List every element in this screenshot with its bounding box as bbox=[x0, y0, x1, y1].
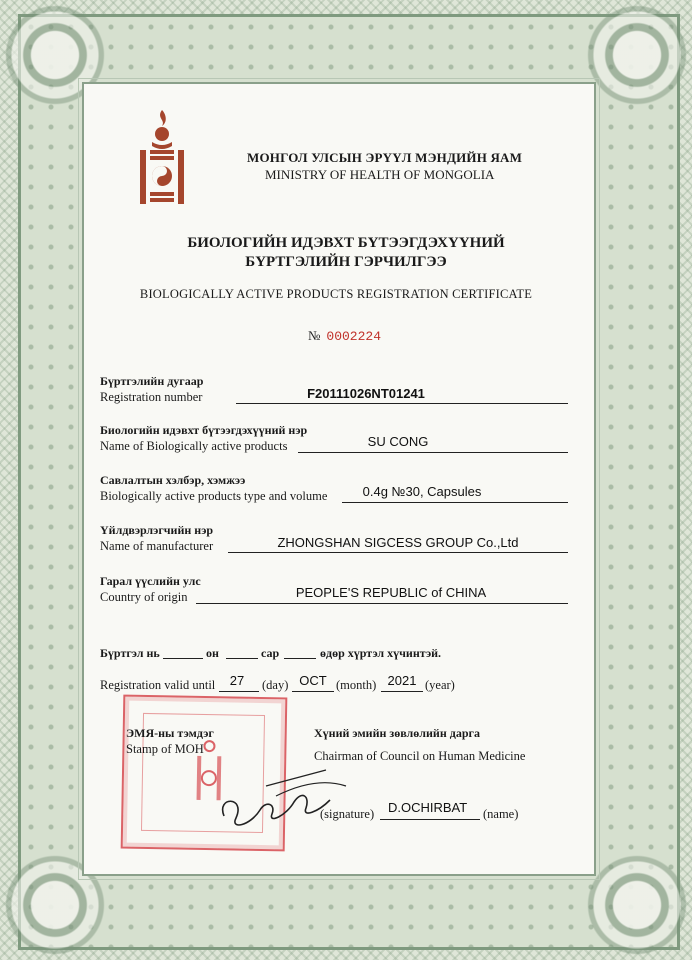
product-name-label-mn: Биологийн идэвхт бүтээгдэхүүний нэр bbox=[100, 423, 308, 437]
manufacturer-label-en: Name of manufacturer bbox=[100, 539, 214, 553]
product-type-label-mn: Савлалтын хэлбэр, хэмжээ bbox=[100, 473, 246, 487]
chairman-title-en: Chairman of Council on Human Medicine bbox=[314, 749, 526, 763]
certificate-title-mn-line1: БИОЛОГИЙН ИДЭВХТ БҮТЭЭГДЭХҮҮНИЙ bbox=[187, 235, 505, 251]
blank-line bbox=[163, 657, 203, 659]
validity-month-mn: сар bbox=[261, 646, 280, 660]
registration-number-label-mn: Бүртгэлийн дугаар bbox=[100, 374, 204, 388]
name-underline bbox=[380, 818, 480, 820]
blank-line bbox=[219, 690, 259, 692]
field-underline bbox=[236, 402, 568, 404]
certificate-title-en: BIOLOGICALLY ACTIVE PRODUCTS REGISTRATION CERTIFICATE bbox=[139, 287, 533, 301]
corner-ornament bbox=[582, 850, 692, 960]
day-label: (day) bbox=[262, 678, 289, 692]
registration-number-label-en: Registration number bbox=[100, 390, 203, 404]
manufacturer-value: ZHONGSHAN SIGCESS GROUP Co.,Ltd bbox=[277, 535, 519, 550]
month-label: (month) bbox=[336, 678, 377, 692]
origin-value: PEOPLE'S REPUBLIC of CHINA bbox=[295, 585, 487, 600]
origin-label-en: Country of origin bbox=[100, 590, 188, 604]
origin-label-mn: Гарал үүслийн улс bbox=[100, 574, 201, 588]
product-type-value: 0.4g №30, Capsules bbox=[362, 484, 482, 499]
blank-line bbox=[381, 690, 423, 692]
product-name-label-en: Name of Biologically active products bbox=[100, 439, 288, 453]
field-underline bbox=[342, 501, 568, 503]
blank-line bbox=[226, 657, 258, 659]
number-sign: № bbox=[308, 328, 321, 343]
registration-number-value: F20111026NT01241 bbox=[307, 386, 425, 401]
validity-year-value: 2021 bbox=[387, 673, 417, 688]
blank-line bbox=[292, 690, 334, 692]
field-underline bbox=[298, 451, 568, 453]
manufacturer-label-mn: Үйлдвэрлэгчийн нэр bbox=[100, 523, 214, 537]
handwritten-signature bbox=[206, 756, 356, 836]
validity-prefix-mn: Бүртгэл нь bbox=[100, 646, 160, 660]
validity-year-mn: он bbox=[206, 646, 219, 660]
validity-label-en: Registration valid until bbox=[100, 678, 216, 692]
field-underline bbox=[196, 602, 568, 604]
year-label: (year) bbox=[425, 678, 455, 692]
blank-line bbox=[284, 657, 316, 659]
certificate-number bbox=[308, 328, 381, 344]
certificate-number-value: 0002224 bbox=[326, 329, 382, 344]
chairman-title-mn: Хүний эмийн зөвлөлийн дарга bbox=[314, 726, 480, 740]
ministry-name-mn: МОНГОЛ УЛСЫН ЭРҮҮЛ МЭНДИЙН ЯАМ bbox=[247, 150, 523, 165]
name-label: (name) bbox=[483, 807, 519, 821]
validity-day-value: 27 bbox=[229, 673, 245, 688]
ministry-name-en: MINISTRY OF HEALTH OF MONGOLIA bbox=[265, 167, 495, 182]
product-name-value: SU CONG bbox=[367, 434, 429, 449]
certificate-title-mn-line2: БҮРТГЭЛИЙН ГЭРЧИЛГЭЭ bbox=[245, 254, 447, 270]
chairman-name: D.OCHIRBAT bbox=[388, 800, 468, 815]
signature-label: (signature) bbox=[320, 807, 375, 821]
stamp-label-mn: ЭМЯ-ны тэмдэг bbox=[126, 726, 214, 740]
stamp-label-en: Stamp of MOH bbox=[126, 742, 204, 756]
field-underline bbox=[228, 551, 568, 553]
soyombo-emblem-icon bbox=[136, 108, 188, 206]
product-type-label-en: Biologically active products type and volume bbox=[100, 489, 328, 503]
validity-month-value: OCT bbox=[299, 673, 327, 688]
corner-ornament bbox=[582, 0, 692, 110]
validity-suffix-mn: өдөр хүртэл хүчинтэй. bbox=[320, 646, 442, 660]
